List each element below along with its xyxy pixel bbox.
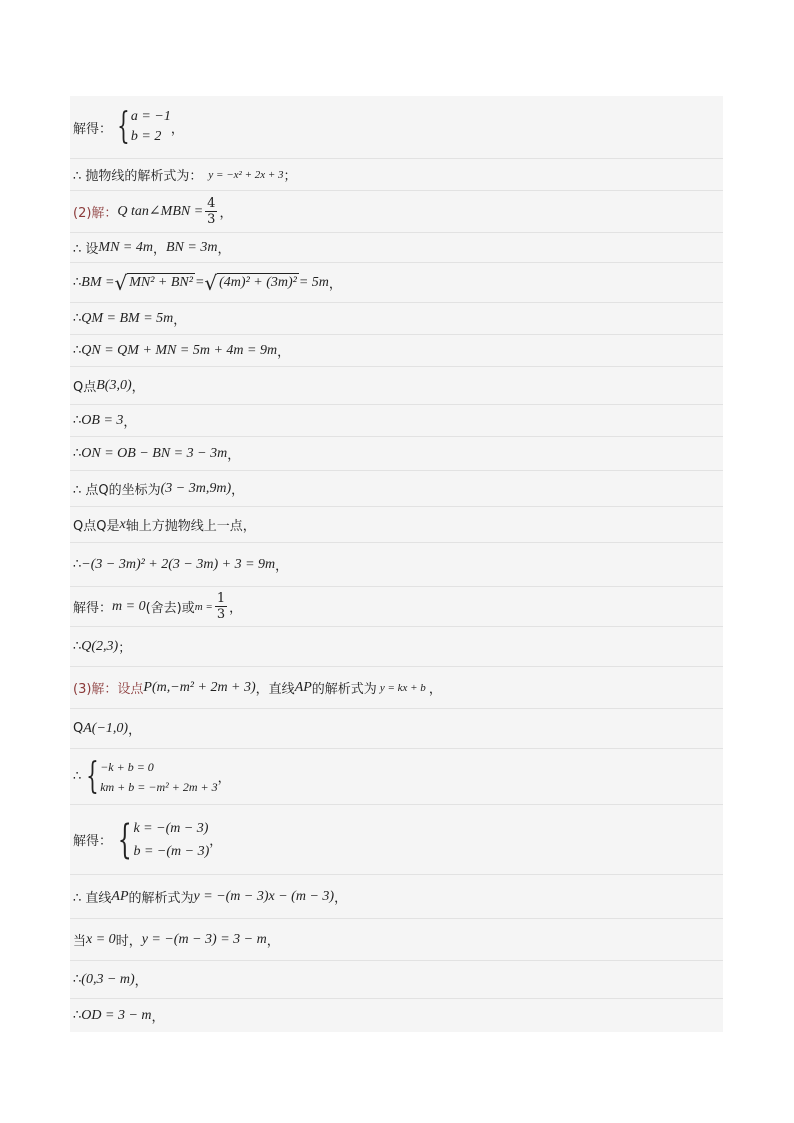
line-10: ∴ ON = OB − BN = 3 − 3m ， [70, 436, 723, 470]
line-3: (2)解： Q tan∠MBN = $\frac{4}{3}$ ， [70, 190, 723, 232]
line-11: ∴ 点Q的坐标为 (3 − 3m,9m) ， [70, 470, 723, 506]
line-20: ∴ 直线 AP 的解析式为 y = −(m − 3)x − (m − 3) ， [70, 874, 723, 918]
line-2: ∴ 抛物线的解析式为： y = −x² + 2x + 3 ； [70, 158, 723, 190]
solution-panel [70, 96, 723, 1032]
line-23: ∴ OD = 3 − m ， [70, 998, 723, 1032]
square-root: √ (4m)² + (3m)² [204, 271, 297, 295]
fraction: $\frac{4}{3}$ [207, 196, 216, 227]
line-6: ∴ QM = BM = 5m ， [70, 302, 723, 334]
line-8: Q点 B(3,0) ， [70, 366, 723, 404]
equation-system: { −k + b = 0 km + b = −m² + 2m + 3 [86, 755, 218, 797]
line-7: ∴ QN = QM + MN = 5m + 4m = 9m ， [70, 334, 723, 366]
line-9: ∴ OB = 3 ， [70, 404, 723, 436]
equation-system: { a = −1 b = 2 [117, 106, 171, 147]
line-14: 解得： m = 0 (舍去)或 m = $\frac{1}{3}$ ， [70, 586, 723, 626]
line-1: 解得： { a = −1 b = 2 ， [73, 106, 184, 147]
line-17: Q A(−1,0) ， [70, 708, 723, 748]
line-22: ∴ (0,3 − m) ， [70, 960, 723, 998]
line-5: ∴ BM = √ MN² + BN² = √ (4m)² + (3m)² = 5m ， [70, 262, 723, 302]
line-18: ∴ { −k + b = 0 km + b = −m² + 2m + 3 ， [70, 748, 723, 804]
line-16: (3)解：设点 P(m,−m² + 2m + 3) ，直线 AP 的解析式为 y = kx + b ， [70, 666, 723, 708]
line-15: ∴ Q(2,3) ； [70, 626, 723, 666]
line-21: 当 x = 0 时， y = −(m − 3) = 3 − m ， [70, 918, 723, 960]
line-12: Q点Q是 x 轴上方抛物线上一点， [70, 506, 723, 542]
equation-system: { k = −(m − 3) b = −(m − 3) [117, 816, 210, 863]
fraction: $\frac{1}{3}$ [216, 591, 226, 622]
line-4: ∴ 设 MN = 4m ， BN = 3m ， [70, 232, 723, 262]
line-19: 解得： { k = −(m − 3) b = −(m − 3) ， [70, 804, 723, 874]
line-13: ∴ −(3 − 3m)² + 2(3 − 3m) + 3 = 9m ， [70, 542, 723, 586]
square-root: √ MN² + BN² [114, 271, 193, 295]
